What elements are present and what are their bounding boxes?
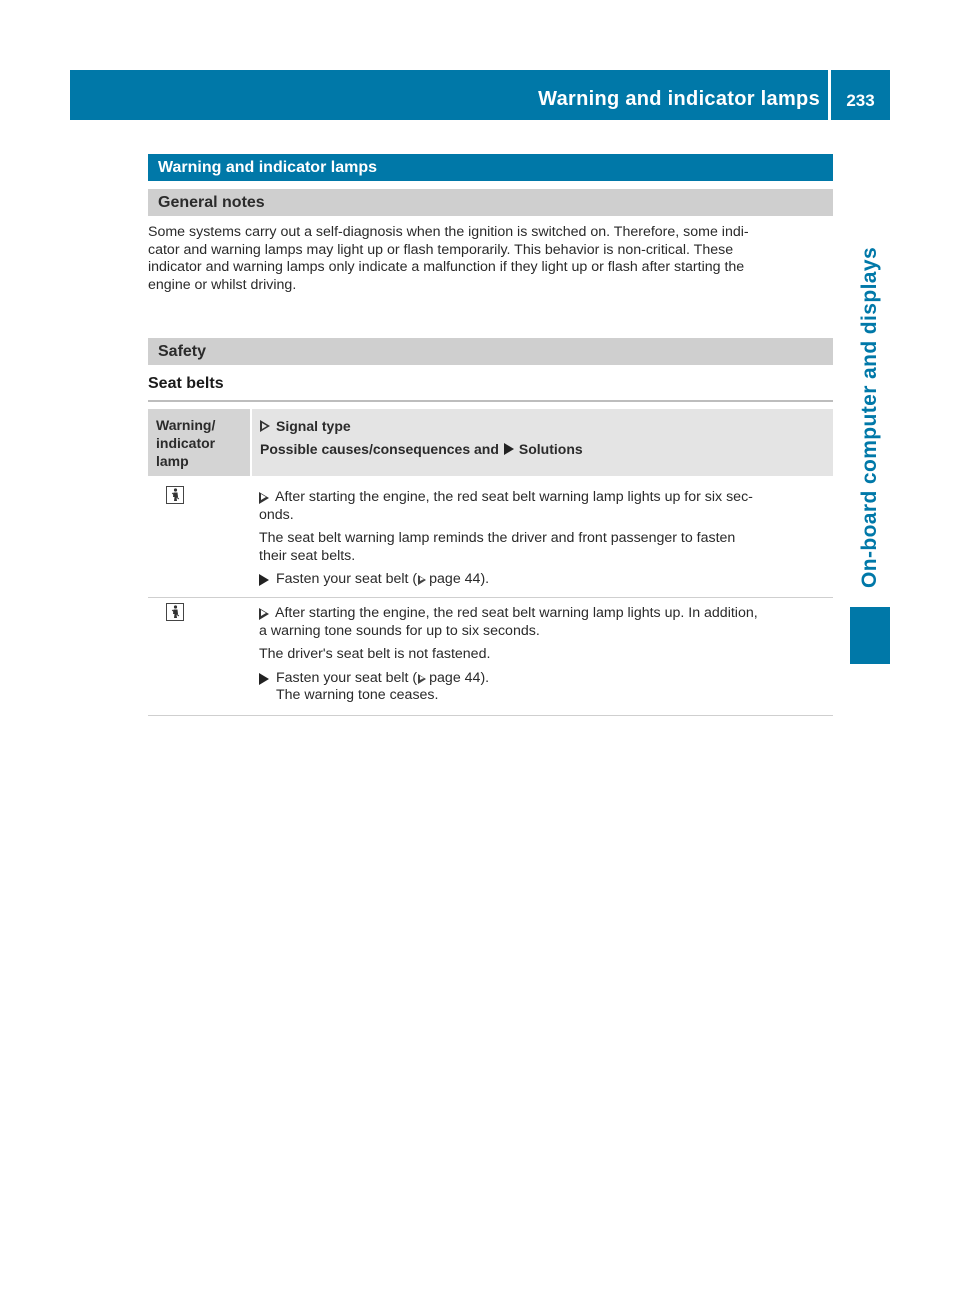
paragraph-line: engine or whilst driving. — [148, 276, 297, 293]
page-number: 233 — [846, 91, 875, 110]
page-reference-link[interactable]: page 44 — [429, 669, 481, 686]
table-header-causes: Possible causes/consequences and Solutions — [260, 441, 583, 457]
paragraph-line: cator and warning lamps may light up or flash temporarily. This behavior is non-critical. These — [148, 241, 734, 258]
subheading-rule — [148, 400, 833, 402]
section-title-safety: Safety — [148, 338, 833, 365]
table-row: After starting the engine, the red seat belt warning lamp lights up for six sec- onds. The seat belt warning lamp reminds the driver and front passenger to fasten their seat belts. Fasten your seat belt ( page 44 ). — [259, 489, 833, 589]
table-header-signal: Signal type — [260, 417, 833, 435]
table-row: After starting the engine, the red seat belt warning lamp lights up. In addition, a warning tone sounds for up to six seconds. The driver's seat belt is not fastened. Fasten your seat belt ( page 44 ). The warning tone ceases. — [259, 605, 833, 705]
solution-arrow-icon — [259, 673, 269, 685]
section-title-general-notes: General notes — [148, 189, 833, 216]
solution-arrow-icon — [259, 574, 269, 586]
page-reference-icon — [418, 674, 426, 684]
page-reference-icon — [418, 575, 426, 585]
table-bottom-rule — [148, 715, 833, 716]
table-header-description — [252, 409, 833, 476]
signal-triangle-icon — [259, 608, 269, 620]
signal-triangle-icon — [259, 492, 269, 504]
subheading-seat-belts: Seat belts — [148, 375, 224, 392]
table-header-lamp: Warning/ indicator lamp — [148, 409, 250, 476]
paragraph-line: indicator and warning lamps only indicate a malfunction if they light up or flash after starting the — [148, 259, 745, 276]
section-title-main: Warning and indicator lamps — [148, 154, 833, 181]
signal-triangle-icon — [260, 420, 270, 432]
header-title: Warning and indicator lamps — [538, 88, 820, 110]
page-reference-link[interactable]: page 44 — [429, 571, 481, 588]
general-notes-paragraph — [148, 224, 833, 294]
solution-step: Fasten your seat belt ( page 44 ). — [259, 670, 833, 688]
side-tab-marker — [850, 607, 890, 664]
seat-belt-icon — [166, 603, 184, 621]
side-tab-label: On-board computer and displays — [858, 246, 881, 588]
solution-step: Fasten your seat belt ( page 44 ). — [259, 571, 833, 589]
row-divider — [148, 597, 833, 598]
paragraph-line: Some systems carry out a self-diagnosis when the ignition is switched on. Therefore, some indi- — [148, 224, 749, 240]
seat-belt-icon — [166, 486, 184, 504]
solution-arrow-icon — [504, 443, 514, 455]
page-header — [70, 70, 890, 120]
